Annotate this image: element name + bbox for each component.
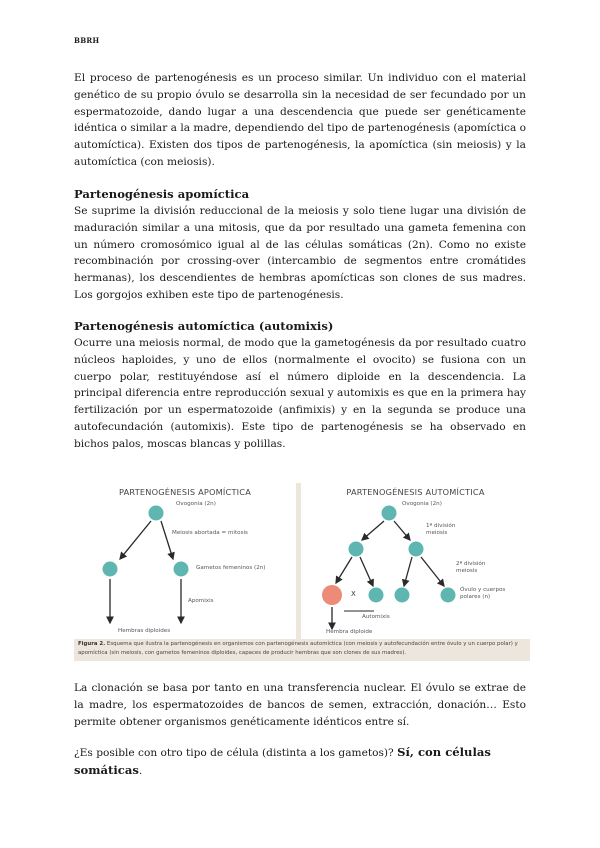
right-oogonia-cell (382, 506, 397, 521)
right-first-division-cell-1 (349, 542, 364, 557)
automictic-panel-title: PARTENOGÉNESIS AUTOMÍCTICA (346, 487, 485, 497)
right-first-division-label: 1ª división meiosis (426, 523, 456, 536)
right-ovule-cell (322, 585, 342, 605)
right-polar-body-2 (395, 588, 410, 603)
section-apomictic-body: Se suprime la división reduccional de la meiosis y solo tiene lugar una división de maduración similar a una mitosis, que da por resultado una gameta femenina con un número cromosómico igual al de las células somáticas (2n). Como no existe recombinación por crossing-over (intercambio de segmentos entre cromátides hermanas), los descendientes de hembras apomícticas son clones de sus madres. Los gorgojos exhiben este tipo de partenogénesis. (74, 205, 526, 301)
right-second-division-label: 2ª división meiosis (456, 561, 486, 574)
left-arrow-2 (161, 521, 173, 559)
left-daughters-label: Hembras diploides (118, 628, 171, 634)
figure-caption (78, 640, 528, 658)
right-arrow-6 (421, 557, 444, 586)
left-apomixis-label: Apomixis (188, 598, 214, 604)
question-end: . (138, 764, 143, 777)
right-x-mark: X (351, 590, 356, 598)
left-gamete-cell-2 (174, 562, 189, 577)
right-ovule-label: Óvulo y cuerpos polares (n) (460, 587, 506, 600)
figure-caption-text: Esquema que ilustra la partenogénesis en organismos con partenogénesis automíctica (con meiosis y autofecundación entre óvulo y un cuerpo polar) y apomíctica (sin meiosis, con gametos femeninos diploides, capaces de producir hembras que son clones de sus madres). (78, 641, 518, 656)
left-oogonia-label: Ovogonia (2n) (176, 501, 216, 507)
section-automictic-title: Partenogénesis automíctica (automixis) (74, 319, 334, 333)
document-header: BBRH (74, 36, 100, 45)
left-meiosis-label: Meiosis abortada = mitosis (172, 530, 248, 536)
figure-caption-label: Figura 2. (78, 641, 106, 647)
section-apomictic-title: Partenogénesis apomíctica (74, 187, 250, 201)
right-arrow-5 (404, 557, 412, 586)
right-polar-body-1 (369, 588, 384, 603)
question-text: ¿Es posible con otro tipo de célula (distinta a los gametos)? (74, 747, 398, 759)
right-arrow-3 (336, 557, 352, 583)
right-arrow-2 (394, 521, 410, 540)
closing-paragraph: La clonación se basa por tanto en una transferencia nuclear. El óvulo se extrae de la madre, los espermatozoides de bancos de semen, extracción, donación… Esto permite obtener organismos genéticamente idénticos entre sí. (74, 682, 526, 728)
left-oogonia-cell (149, 506, 164, 521)
right-automixis-label: Automixis (362, 614, 390, 620)
question-answer: Sí, con células somáticas (74, 745, 491, 777)
parthenogenesis-figure (74, 483, 530, 661)
left-gamete-cell-1 (103, 562, 118, 577)
right-arrow-1 (362, 521, 384, 540)
right-oogonia-label: Ovogonia (2n) (402, 501, 442, 507)
right-arrow-4 (360, 557, 373, 586)
right-daughter-label: Hembra diploide (326, 629, 373, 635)
left-gametes-label: Gametos femeninos (2n) (196, 565, 266, 571)
question-paragraph (74, 744, 526, 780)
section-automictic-body: Ocurre una meiosis normal, de modo que la gametogénesis da por resultado cuatro núcleos haploides, y uno de ellos (normalmente el ovocito) se fusiona con un cuerpo polar, restituyéndose así el número diploide en la descendencia. La principal diferencia entre reproducción sexual y automixis es que en la primera hay fertilización por un espermatozoide (anfimixis) y en la segunda se produce una autofecundación (automixis). Este tipo de partenogénesis se ha observado en bichos palos, moscas blancas y polillas. (74, 337, 526, 450)
right-first-division-cell-2 (409, 542, 424, 557)
right-polar-body-3 (441, 588, 456, 603)
intro-paragraph: El proceso de partenogénesis es un proceso similar. Un individuo con el material genético de su propio óvulo se desarrolla sin la necesidad de ser fecundado por un espermatozoide, dando lugar a una descendencia que puede ser genéticamente idéntica o similar a la madre, dependiendo del tipo de partenogénesis (apomíctica o automíctica). Existen dos tipos de partenogénesis, la apomíctica (sin meiosis) y la automíctica (con meiosis). (74, 72, 527, 168)
apomictic-panel-title: PARTENOGÉNESIS APOMÍCTICA (119, 487, 251, 497)
left-arrow-1 (120, 521, 151, 559)
